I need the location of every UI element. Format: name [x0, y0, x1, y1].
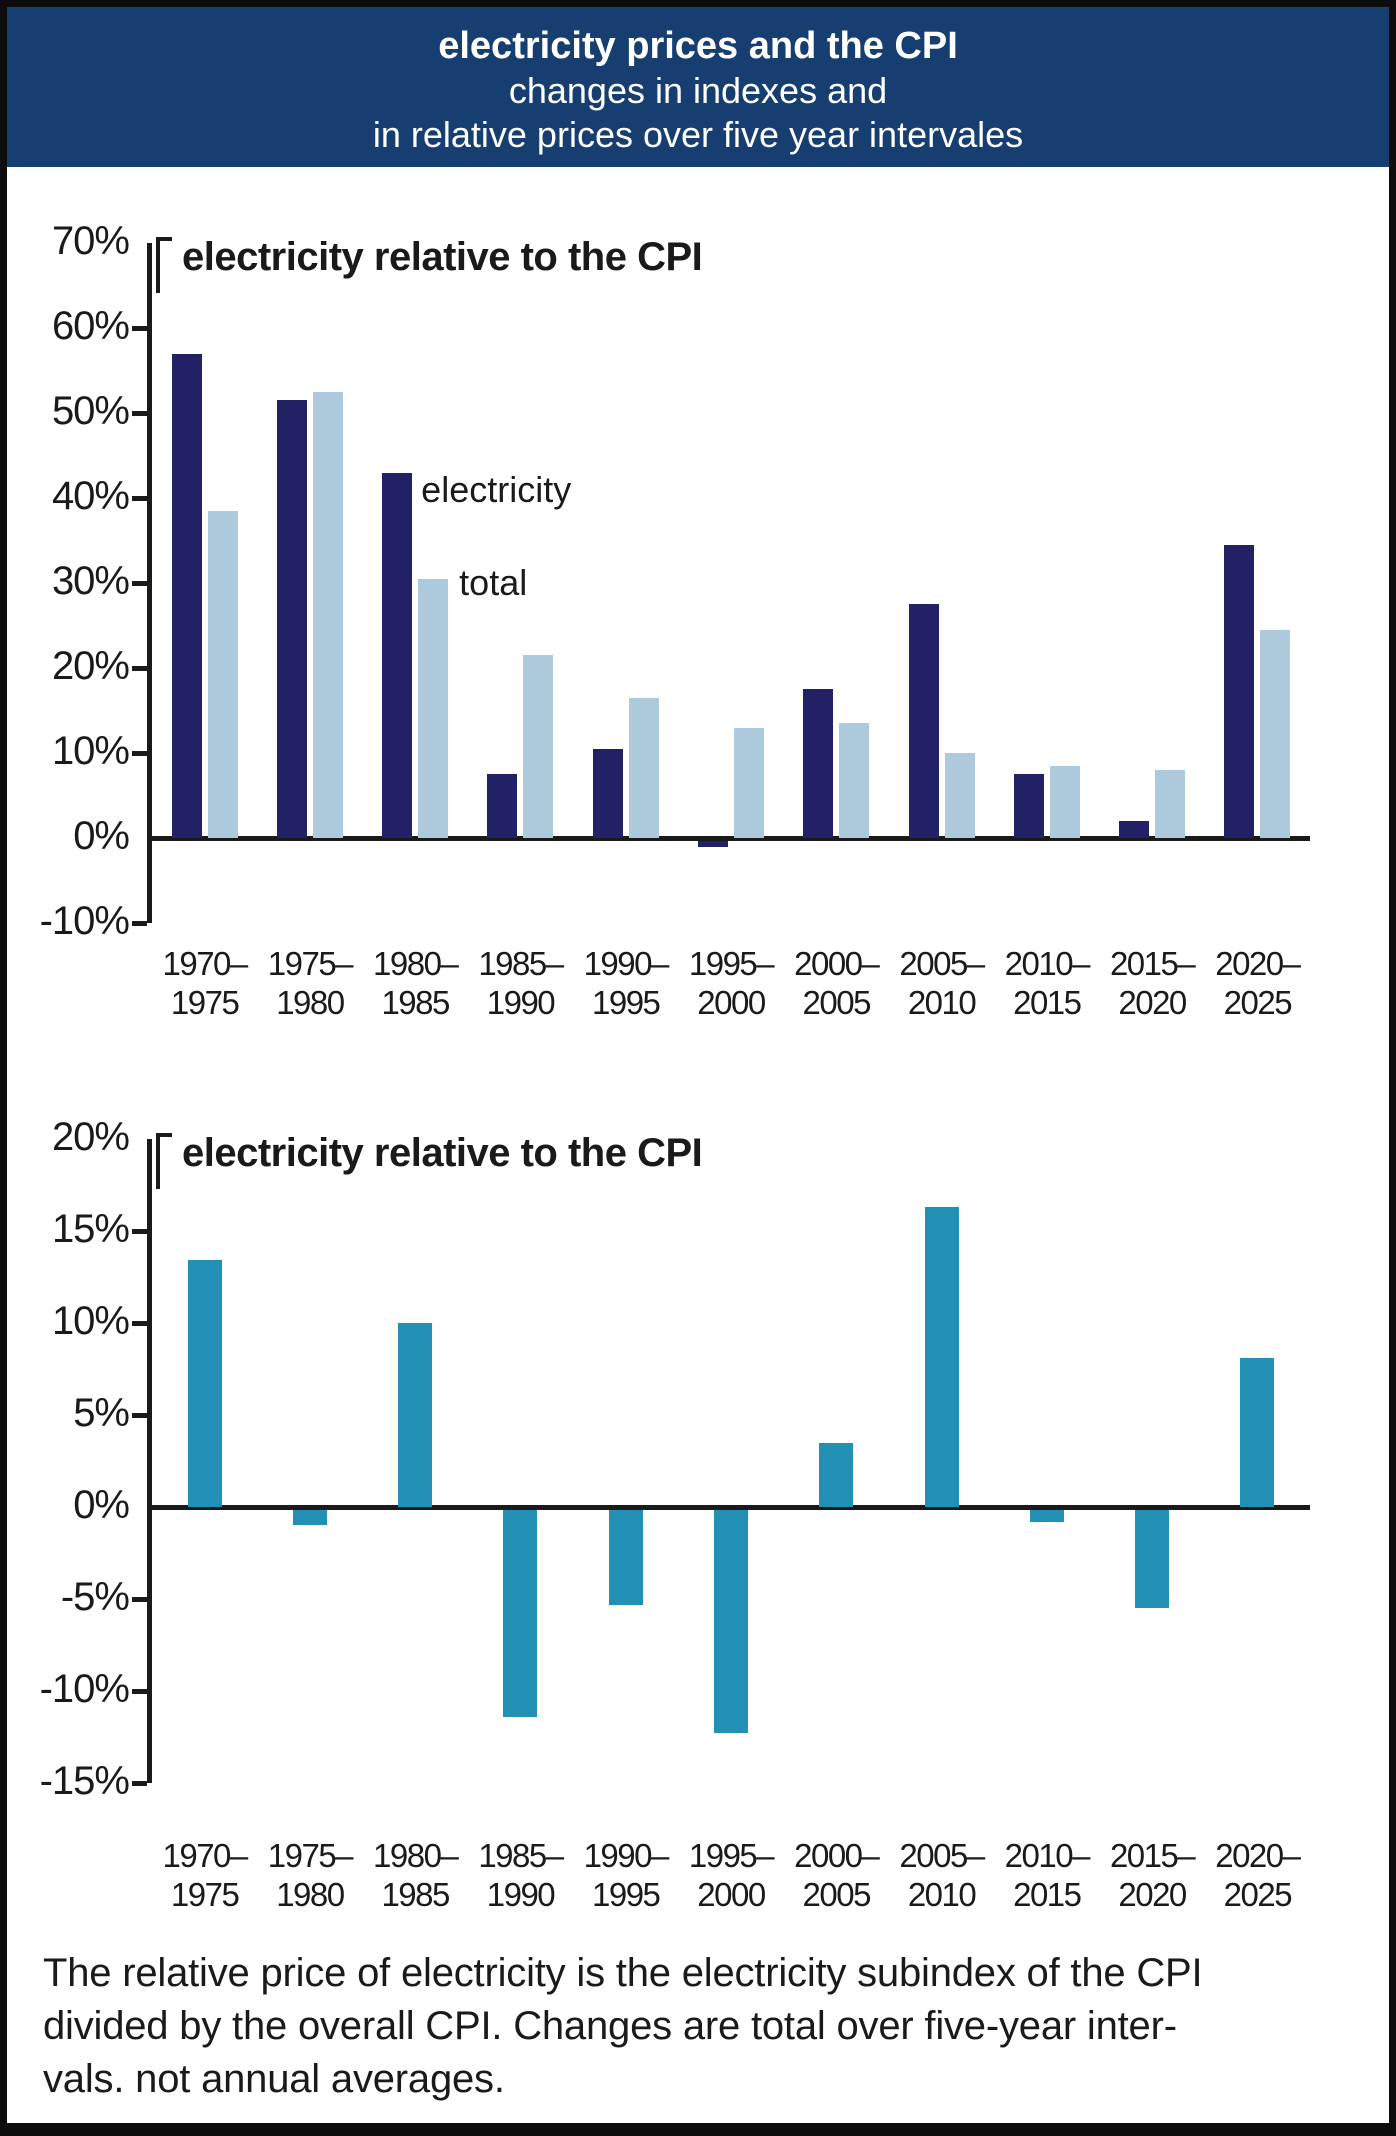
bar-electricity-relative-to-the-CPI-0: [188, 1260, 222, 1507]
x-label-5: [678, 1837, 783, 1915]
x-label-line1: 1990–: [583, 1837, 668, 1874]
title-bracket-icon: [156, 237, 172, 293]
bar-electricity-9: [1119, 821, 1149, 838]
x-label-line2: 2015: [1013, 1875, 1081, 1913]
x-label-line1: 1970–: [162, 1837, 247, 1874]
x-label-line1: 2000–: [794, 945, 879, 982]
bar-electricity-relative-to-the-CPI-2: [398, 1323, 432, 1507]
y-tick-mark: [132, 411, 147, 416]
x-label-line2: 1980: [276, 1875, 344, 1913]
bar-total-10: [1260, 630, 1290, 838]
y-tick-mark: [132, 921, 147, 926]
bar-electricity-relative-to-the-CPI-5: [714, 1510, 748, 1734]
series-label-electricity: electricity: [421, 468, 572, 510]
chart-title-text: electricity relative to the CPI: [182, 1131, 703, 1175]
x-label-line2: 2025: [1223, 1875, 1292, 1913]
x-label-line2: 1980: [276, 983, 344, 1021]
x-label-5: [678, 945, 783, 1023]
y-tick-mark: [132, 1597, 147, 1602]
x-label-line2: 2025: [1223, 983, 1292, 1021]
bar-electricity-3: [487, 774, 517, 838]
y-tick-label-40%: 40%: [51, 474, 129, 518]
x-label-4: [573, 1837, 678, 1915]
chart-title-text: electricity relative to the CPI: [182, 235, 703, 279]
x-label-line2: 2005: [802, 983, 870, 1021]
bar-electricity-10: [1224, 545, 1254, 838]
y-tick-mark: [132, 1229, 147, 1234]
bar-electricity-8: [1014, 774, 1044, 838]
y-tick-mark: [132, 1413, 147, 1418]
x-label-line2: 2010: [907, 983, 976, 1021]
x-label-line2: 2020: [1118, 983, 1186, 1021]
plot-area: [152, 1131, 1310, 1783]
figure-subtitle-line1: changes in indexes and: [508, 70, 888, 112]
figure-header: [7, 7, 1389, 167]
bar-electricity-relative-to-the-CPI-9: [1135, 1510, 1169, 1609]
figure-subtitle-line2: in relative prices over five year intervales: [372, 114, 1024, 156]
y-axis-labels: [7, 219, 133, 1085]
bar-electricity-1: [277, 400, 307, 838]
y-tick-label-5%: 5%: [73, 1391, 129, 1435]
x-label-line2: 2000: [697, 1875, 765, 1913]
x-label-7: [889, 1837, 994, 1915]
index-changes-chart: [7, 193, 1389, 1035]
bar-electricity-5: [698, 841, 728, 847]
y-tick-mark: [132, 751, 147, 756]
x-label-0: [152, 1837, 257, 1915]
y-tick-label--10%: -10%: [39, 1667, 129, 1711]
x-label-line2: 2005: [802, 1875, 870, 1913]
x-label-line1: 1985–: [478, 945, 563, 982]
y-tick-label--10%: -10%: [39, 899, 129, 943]
y-tick-label--15%: -15%: [39, 1759, 129, 1803]
x-label-3: [468, 1837, 573, 1915]
x-label-line1: 2000–: [794, 1837, 879, 1874]
y-tick-mark: [132, 666, 147, 671]
y-tick-label-10%: 10%: [51, 1299, 129, 1343]
bar-total-9: [1155, 770, 1185, 838]
x-label-7: [889, 945, 994, 1023]
x-label-line1: 2010–: [1004, 1837, 1089, 1874]
relative-price-chart: [7, 1089, 1389, 1921]
bar-electricity-2: [382, 473, 412, 839]
x-label-line1: 2020–: [1215, 945, 1300, 982]
x-label-line1: 1980–: [373, 1837, 458, 1874]
y-tick-mark: [132, 581, 147, 586]
x-label-line2: 1985: [381, 1875, 449, 1913]
bar-electricity-relative-to-the-CPI-4: [609, 1510, 643, 1605]
x-label-line2: 1975: [170, 983, 239, 1021]
x-axis-labels: [152, 1837, 1310, 1927]
bar-total-3: [523, 655, 553, 838]
bar-electricity-relative-to-the-CPI-8: [1030, 1510, 1064, 1522]
bar-total-6: [839, 723, 869, 838]
bar-total-5: [734, 728, 764, 839]
x-label-line1: 2020–: [1215, 1837, 1300, 1874]
x-label-1: [257, 1837, 362, 1915]
x-label-8: [994, 945, 1099, 1023]
x-label-line1: 1985–: [478, 1837, 563, 1874]
y-axis-line: [147, 1139, 152, 1783]
y-tick-label-0%: 0%: [73, 814, 129, 858]
x-label-line1: 2015–: [1109, 1837, 1195, 1874]
bar-electricity-0: [172, 354, 202, 839]
bar-electricity-relative-to-the-CPI-6: [819, 1443, 853, 1507]
x-label-line1: 2010–: [1004, 945, 1089, 982]
y-tick-label-10%: 10%: [51, 729, 129, 773]
bar-total-8: [1050, 766, 1080, 838]
y-tick-label-70%: 70%: [51, 219, 129, 263]
y-axis-line: [147, 243, 152, 923]
x-label-6: [784, 945, 889, 1023]
bar-electricity-4: [593, 749, 623, 838]
y-tick-label-50%: 50%: [51, 389, 129, 433]
bar-electricity-6: [803, 689, 833, 838]
chart-title: [156, 1131, 702, 1189]
bar-total-0: [208, 511, 238, 838]
x-label-line2: 1995: [592, 1875, 660, 1913]
y-tick-label-30%: 30%: [51, 559, 129, 603]
x-label-line1: 1990–: [583, 945, 668, 982]
bar-total-2: [418, 579, 448, 838]
figure-title: electricity prices and the CPI: [438, 25, 958, 67]
x-label-line1: 1970–: [162, 945, 247, 982]
x-label-10: [1205, 1837, 1310, 1915]
x-label-line2: 2020: [1118, 1875, 1186, 1913]
bar-electricity-relative-to-the-CPI-7: [925, 1207, 959, 1507]
caption-line: vals. not annual averages.: [43, 2056, 505, 2101]
caption: [43, 1947, 1349, 2105]
bar-electricity-7: [909, 604, 939, 838]
x-label-3: [468, 945, 573, 1023]
x-label-line2: 1995: [592, 983, 660, 1021]
series-label-total: total: [459, 562, 528, 603]
y-tick-mark: [132, 326, 147, 331]
y-tick-label--5%: -5%: [60, 1575, 129, 1619]
x-label-6: [784, 1837, 889, 1915]
y-tick-mark: [132, 1689, 147, 1694]
x-label-line2: 1985: [381, 983, 449, 1021]
y-axis-labels: [7, 1115, 133, 1971]
x-label-0: [152, 945, 257, 1023]
x-label-2: [363, 1837, 468, 1915]
x-label-line1: 2015–: [1109, 945, 1195, 982]
x-label-9: [1099, 945, 1204, 1023]
x-label-line1: 1995–: [688, 1837, 774, 1874]
y-tick-label-0%: 0%: [73, 1483, 129, 1527]
x-label-line2: 2000: [697, 983, 765, 1021]
y-tick-label-60%: 60%: [51, 304, 129, 348]
x-label-line1: 1975–: [267, 1837, 353, 1874]
x-label-line1: 2005–: [899, 945, 984, 982]
x-label-8: [994, 1837, 1099, 1915]
caption-line: divided by the overall CPI. Changes are total over five-year inter-: [43, 2003, 1177, 2048]
y-tick-mark: [132, 1781, 147, 1786]
bar-total-7: [945, 753, 975, 838]
y-tick-mark: [132, 496, 147, 501]
x-label-line2: 1990: [486, 1875, 555, 1913]
bar-total-4: [629, 698, 659, 838]
bar-electricity-relative-to-the-CPI-1: [293, 1510, 327, 1526]
chart-title: [156, 235, 702, 293]
y-tick-mark: [132, 1321, 147, 1326]
x-label-2: [363, 945, 468, 1023]
x-label-1: [257, 945, 362, 1023]
plot-area: [152, 235, 1310, 923]
x-label-line1: 1975–: [267, 945, 353, 982]
x-label-10: [1205, 945, 1310, 1023]
bar-electricity-relative-to-the-CPI-10: [1240, 1358, 1274, 1507]
caption-line: The relative price of electricity is the electricity subindex of the CPI: [43, 1951, 1203, 1995]
y-tick-label-15%: 15%: [51, 1207, 129, 1251]
x-label-line1: 1995–: [688, 945, 774, 982]
x-label-line1: 2005–: [899, 1837, 984, 1874]
x-label-line2: 2015: [1013, 983, 1081, 1021]
x-axis-labels: [152, 945, 1310, 1035]
x-label-line2: 1975: [170, 1875, 239, 1913]
y-tick-label-20%: 20%: [51, 1115, 129, 1159]
x-label-line2: 2010: [907, 1875, 976, 1913]
y-tick-label-20%: 20%: [51, 644, 129, 688]
bar-electricity-relative-to-the-CPI-3: [503, 1510, 537, 1717]
x-label-line2: 1990: [486, 983, 555, 1021]
bar-total-1: [313, 392, 343, 838]
title-bracket-icon: [156, 1133, 172, 1189]
x-label-9: [1099, 1837, 1204, 1915]
x-label-line1: 1980–: [373, 945, 458, 982]
x-label-4: [573, 945, 678, 1023]
